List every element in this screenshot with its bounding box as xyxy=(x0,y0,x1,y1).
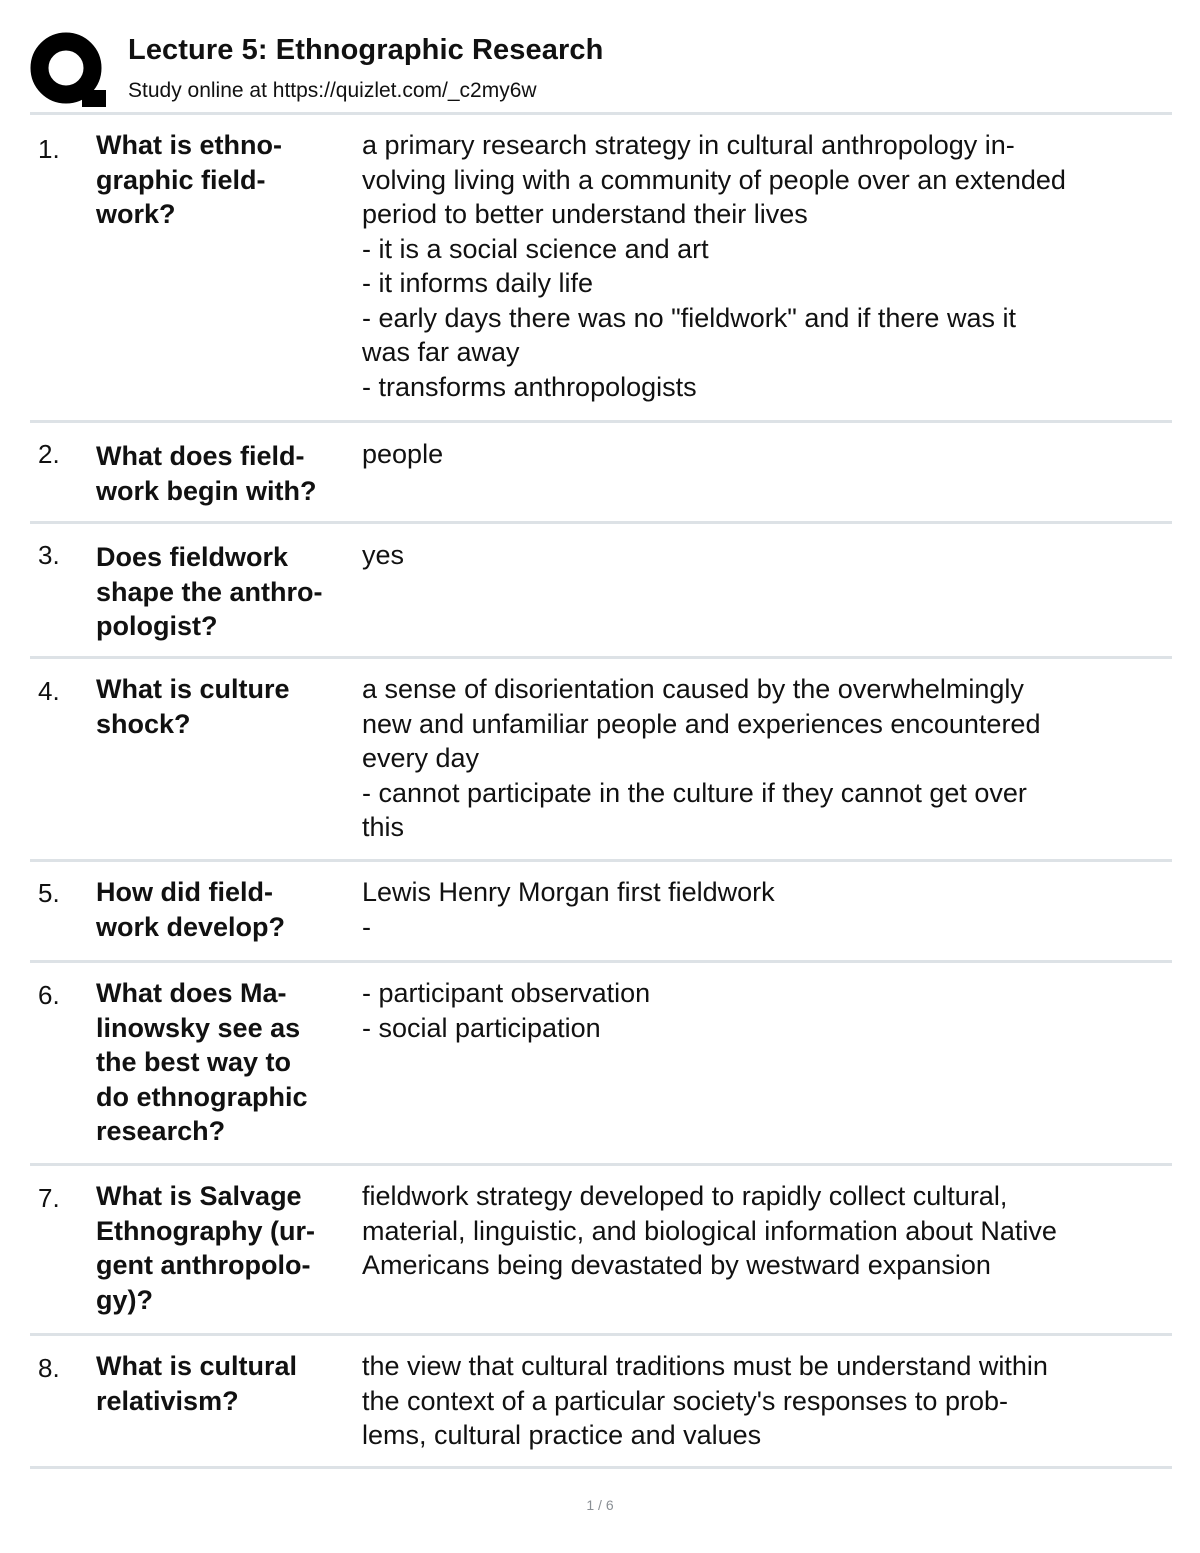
term-line: linowsky see as xyxy=(96,1012,301,1043)
flashcard-2 xyxy=(30,420,1172,521)
flashcard-7 xyxy=(30,1163,1172,1333)
definition-line: volving living with a community of people over an extended xyxy=(362,164,1066,195)
card-term xyxy=(96,128,360,232)
definition-line: Americans being devastated by westward expansion xyxy=(362,1250,991,1280)
term-line: gy)? xyxy=(96,1284,153,1315)
term-line: Does fieldwork xyxy=(96,542,289,572)
term-line: What is Salvage xyxy=(96,1181,302,1211)
card-definition xyxy=(362,1349,1172,1453)
study-link[interactable]: Study online at https://quizlet.com/_c2my6w xyxy=(128,79,537,102)
definition-line: the context of a particular society's responses to prob- xyxy=(362,1385,1008,1416)
term-line: What is cultural xyxy=(96,1351,298,1381)
term-line: How did field- xyxy=(96,877,273,907)
term-line: relativism? xyxy=(96,1385,239,1416)
definition-line: this xyxy=(362,812,405,842)
page-title: Lecture 5: Ethnographic Research xyxy=(128,34,604,66)
term-line: shape the anthro- xyxy=(96,576,323,607)
card-term xyxy=(96,976,360,1149)
card-definition xyxy=(362,672,1172,845)
definition-line: every day xyxy=(362,743,480,773)
definition-line: - cannot participate in the culture if they cannot get over xyxy=(362,777,1027,808)
term-line: work? xyxy=(96,199,176,229)
term-line: What is culture xyxy=(96,674,290,704)
card-definition xyxy=(362,128,1172,404)
term-line: What does Ma- xyxy=(96,978,287,1008)
term-line: research? xyxy=(96,1116,226,1146)
definition-line: yes xyxy=(362,540,405,570)
card-term xyxy=(96,875,360,944)
term-line: work begin with? xyxy=(96,475,317,506)
definition-line: - transforms anthropologists xyxy=(362,371,697,402)
card-number: 8. xyxy=(38,1353,60,1383)
definition-line: - early days there was no "fieldwork" and if there was it xyxy=(362,302,1016,333)
page-header xyxy=(30,30,1180,110)
term-line: work develop? xyxy=(96,911,286,942)
definition-line: the view that cultural traditions must be understand within xyxy=(362,1351,1048,1381)
flashcard-list xyxy=(30,112,1172,1468)
definition-line: a primary research strategy in cultural anthropology in- xyxy=(362,130,1015,160)
definition-line: - participant observation xyxy=(362,978,651,1008)
definition-line: people xyxy=(362,439,444,469)
card-definition xyxy=(362,976,1172,1045)
definition-line: - xyxy=(362,911,371,942)
card-definition xyxy=(362,1179,1172,1283)
card-number: 4. xyxy=(38,676,60,706)
term-line: What does field- xyxy=(96,441,305,471)
definition-line: lems, cultural practice and values xyxy=(362,1420,762,1450)
page-number: 1 / 6 xyxy=(586,1497,614,1513)
flashcard-6 xyxy=(30,960,1172,1163)
term-line: What is ethno- xyxy=(96,130,282,160)
card-term xyxy=(96,540,360,644)
term-line: shock? xyxy=(96,708,191,739)
card-term xyxy=(96,672,360,741)
card-term xyxy=(96,439,360,508)
bottom-divider xyxy=(30,1466,1172,1469)
definition-line: period to better understand their lives xyxy=(362,199,808,229)
flashcard-4 xyxy=(30,656,1172,859)
definition-line: - it is a social science and art xyxy=(362,233,709,264)
card-number: 3. xyxy=(38,540,60,570)
flashcard-8 xyxy=(30,1333,1172,1468)
term-line: the best way to xyxy=(96,1047,292,1077)
card-definition xyxy=(362,538,1172,573)
card-term xyxy=(96,1179,360,1317)
definition-line: - social participation xyxy=(362,1012,601,1043)
definition-line: a sense of disorientation caused by the overwhelmingly xyxy=(362,674,1024,704)
card-number: 7. xyxy=(38,1183,60,1213)
definition-line: - it informs daily life xyxy=(362,268,594,298)
term-line: graphic field- xyxy=(96,164,266,195)
term-line: pologist? xyxy=(96,611,218,641)
card-definition xyxy=(362,437,1172,472)
card-definition xyxy=(362,875,1172,944)
card-number: 5. xyxy=(38,878,60,908)
card-number: 6. xyxy=(38,980,60,1010)
flashcard-1 xyxy=(30,112,1172,420)
definition-line: new and unfamiliar people and experiences encountered xyxy=(362,708,1041,739)
flashcard-5 xyxy=(30,859,1172,960)
card-number: 1. xyxy=(38,134,60,164)
definition-line: fieldwork strategy developed to rapidly collect cultural, xyxy=(362,1181,1008,1211)
definition-line: Lewis Henry Morgan first fieldwork xyxy=(362,877,775,907)
term-line: gent anthropolo- xyxy=(96,1250,311,1280)
term-line: do ethnographic xyxy=(96,1081,308,1112)
definition-line: was far away xyxy=(362,337,520,367)
definition-line: material, linguistic, and biological information about Native xyxy=(362,1215,1057,1246)
card-term xyxy=(96,1349,360,1418)
term-line: Ethnography (ur- xyxy=(96,1215,315,1246)
card-number: 2. xyxy=(38,439,60,469)
quizlet-logo-icon xyxy=(30,32,106,108)
flashcard-3 xyxy=(30,521,1172,656)
